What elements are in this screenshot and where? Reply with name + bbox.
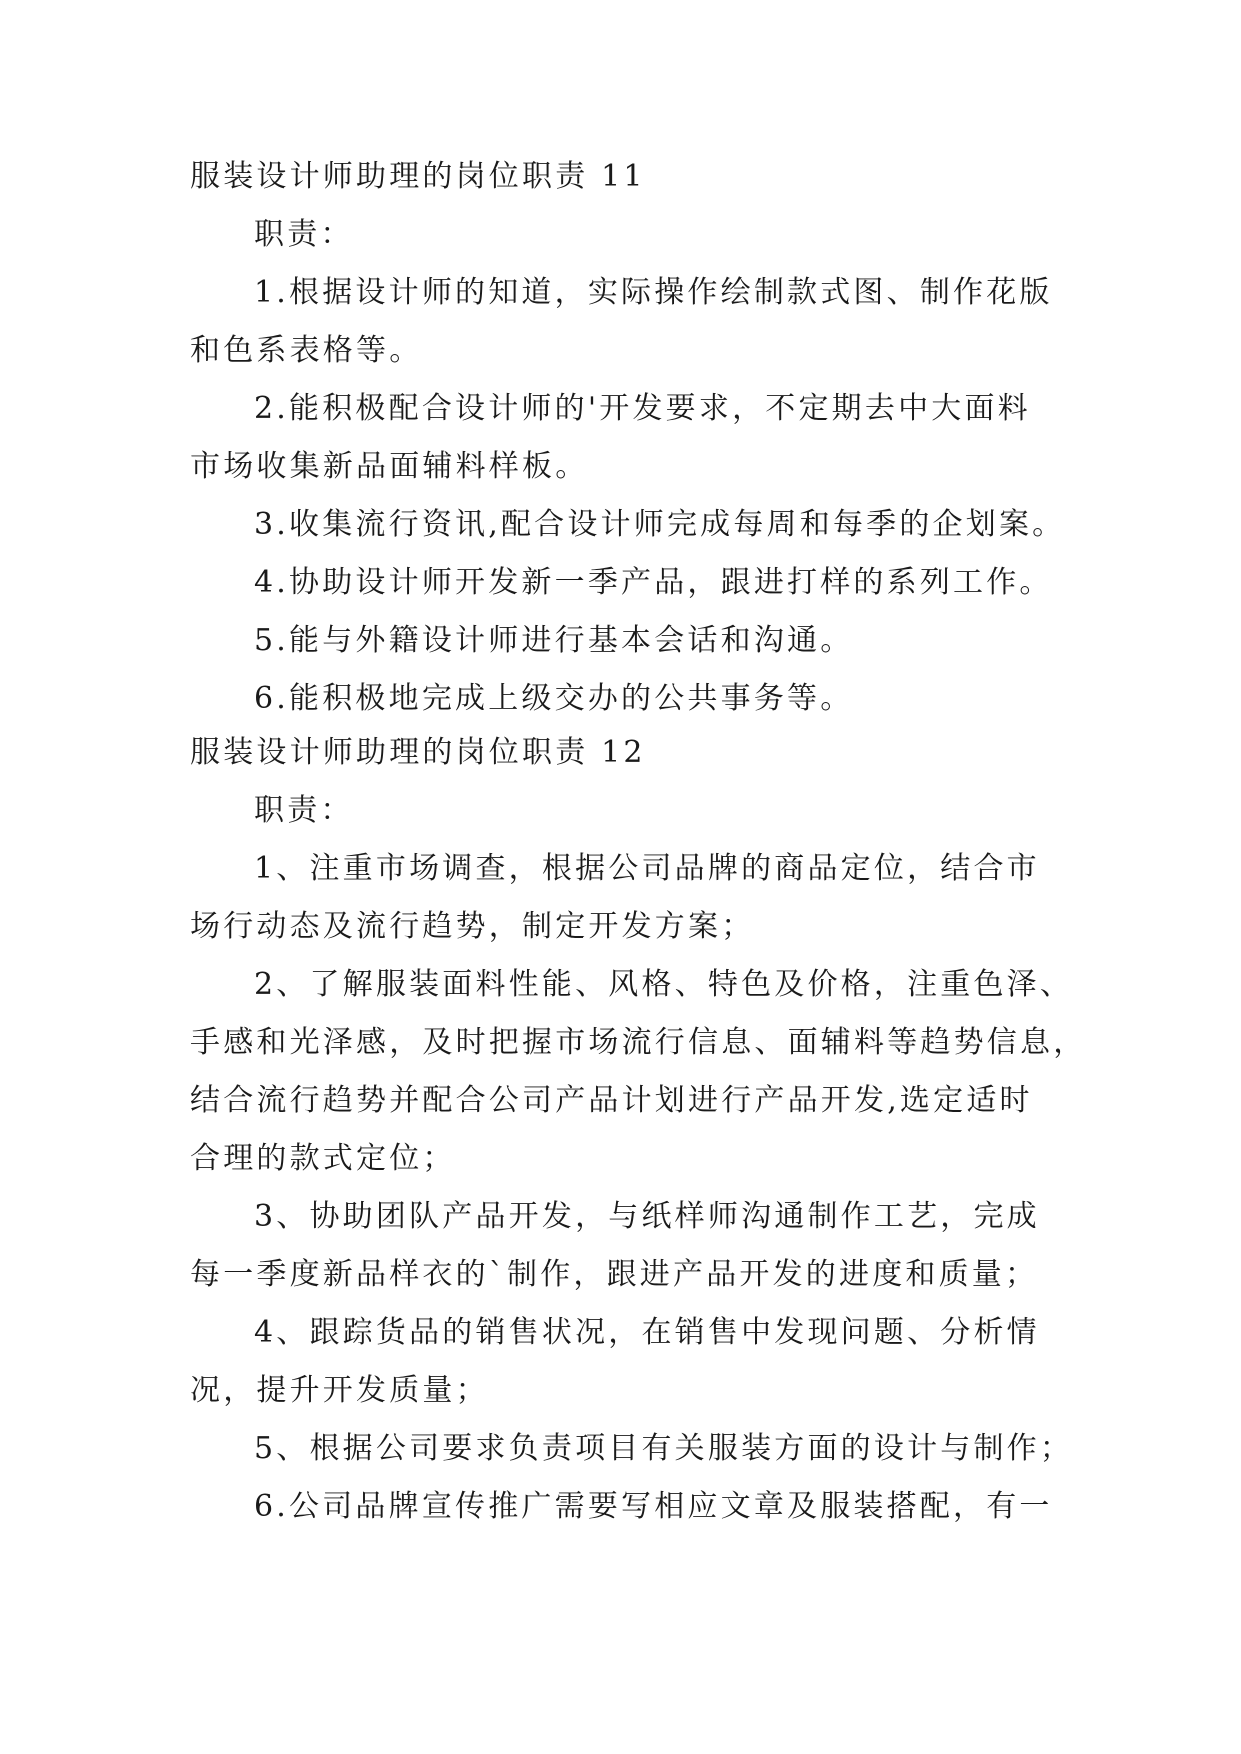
paragraph-line: 5、根据公司要求负责项目有关服装方面的设计与制作； <box>254 1431 1074 1466</box>
paragraph-line: 和色系表格等。 <box>190 333 423 368</box>
paragraph-line: 1、注重市场调查，根据公司品牌的商品定位，结合市 <box>254 851 1040 886</box>
paragraph-line: 6.公司品牌宣传推广需要写相应文章及服装搭配，有一 <box>254 1489 1053 1524</box>
paragraph-line: 4.协助设计师开发新一季产品，跟进打样的系列工作。 <box>254 565 1053 600</box>
paragraph-line: 场行动态及流行趋势，制定开发方案； <box>190 909 755 944</box>
paragraph-line: 5.能与外籍设计师进行基本会话和沟通。 <box>254 623 854 658</box>
paragraph-line: 况，提升开发质量； <box>190 1373 489 1408</box>
paragraph-line: 1.根据设计师的知道，实际操作绘制款式图、制作花版 <box>254 275 1053 310</box>
paragraph-line: 2.能积极配合设计师的'开发要求，不定期去中大面料 <box>254 391 1031 426</box>
list-item <box>190 564 1060 602</box>
paragraph-line: 3.收集流行资讯,配合设计师完成每周和每季的企划案。 <box>254 507 1066 542</box>
section-title: 服装设计师助理的岗位职责 11 <box>190 159 646 194</box>
paragraph-line: 市场收集新品面辅料样板。 <box>190 449 589 484</box>
list-item <box>190 1430 1074 1468</box>
list-item <box>190 966 1087 1178</box>
list-item <box>190 274 1060 370</box>
list-item <box>190 622 1060 660</box>
list-item <box>190 850 1060 946</box>
list-item <box>190 1314 1060 1410</box>
paragraph-line: 手感和光泽感，及时把握市场流行信息、面辅料等趋势信息， <box>190 1025 1087 1060</box>
list-item <box>190 506 1066 544</box>
section-subtitle: 职责： <box>254 793 354 828</box>
paragraph-line: 结合流行趋势并配合公司产品计划进行产品开发,选定适时 <box>190 1083 1033 1118</box>
paragraph-line: 4、跟踪货品的销售状况，在销售中发现问题、分析情 <box>254 1315 1040 1350</box>
list-item <box>190 1488 1060 1526</box>
paragraph-line: 3、协助团队产品开发，与纸样师沟通制作工艺，完成 <box>254 1199 1040 1234</box>
list-item <box>190 1198 1060 1294</box>
section-subtitle: 职责： <box>254 217 354 252</box>
paragraph-line: 6.能积极地完成上级交办的公共事务等。 <box>254 681 854 716</box>
paragraph-line: 每一季度新品样衣的`制作，跟进产品开发的进度和质量； <box>190 1257 1039 1292</box>
list-item <box>190 390 1060 486</box>
section-title: 服装设计师助理的岗位职责 12 <box>190 735 646 770</box>
paragraph-line: 合理的款式定位； <box>190 1141 456 1176</box>
list-item <box>190 680 1060 718</box>
paragraph-line: 2、了解服装面料性能、风格、特色及价格，注重色泽、 <box>254 967 1074 1002</box>
document-page <box>190 158 1087 1546</box>
